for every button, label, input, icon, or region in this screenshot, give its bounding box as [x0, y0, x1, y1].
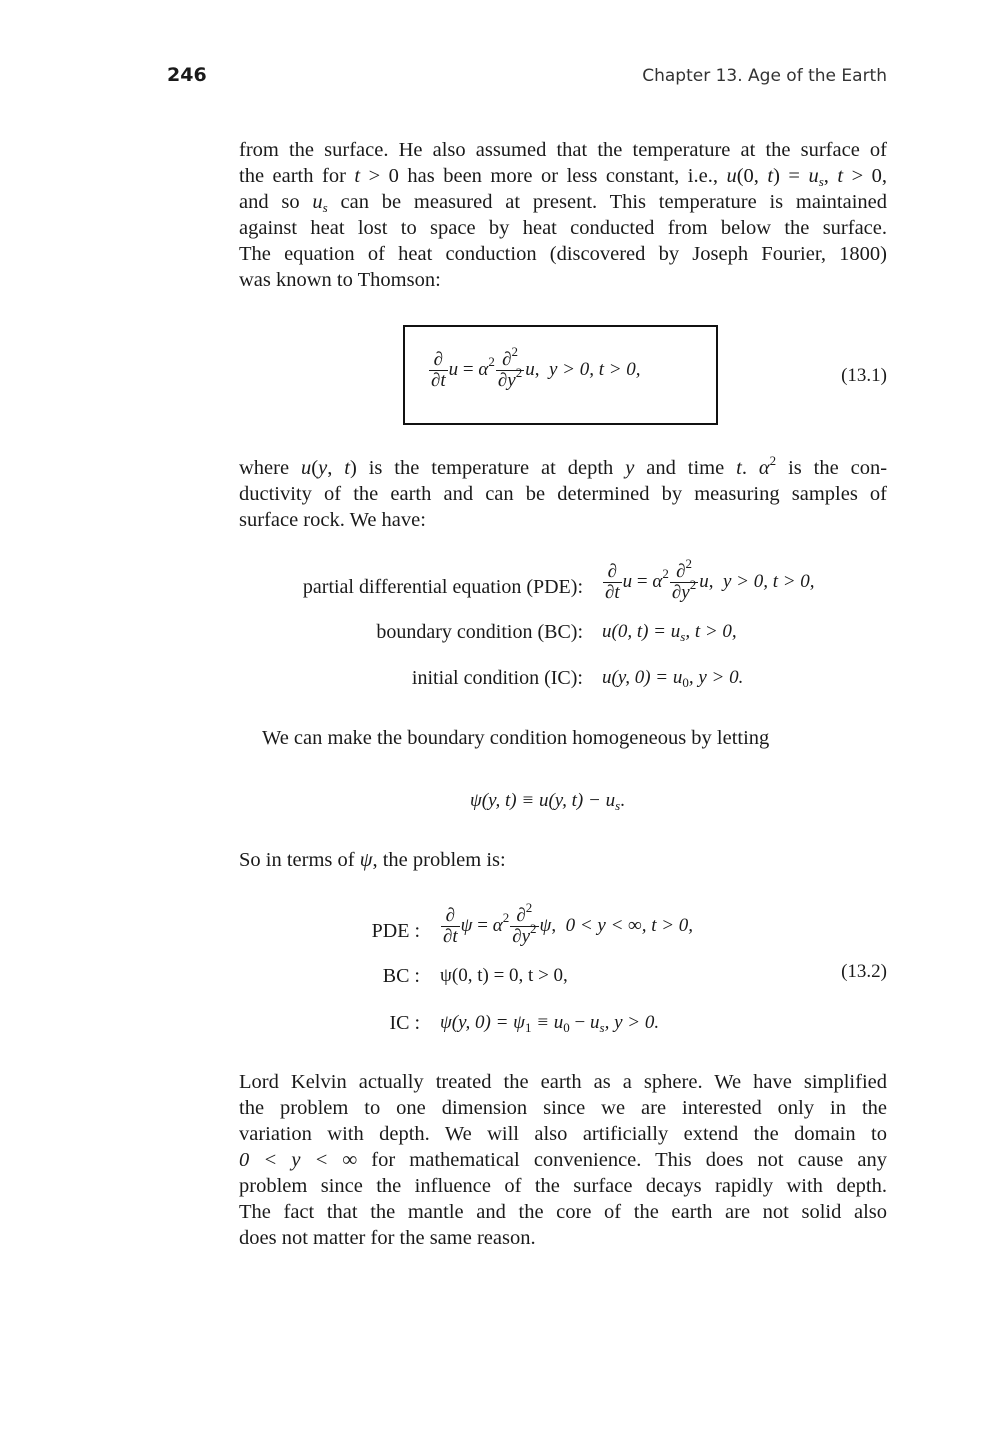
ic-equation: u(y, $0) = u_0$, y > 0. — [602, 667, 744, 690]
text-line: We can make the boundary condition homogeneous by letting — [262, 727, 770, 749]
bc-label: boundary condition (BC): — [376, 621, 583, 643]
text-line: and so $u_s$ can be measured at present. This temperature is maintained — [239, 191, 888, 215]
paragraph-in-terms — [239, 847, 887, 873]
pde-equation: $\frac{\partial}{\partial t}$ $u = \alpha^2$ $\frac{\partial^2}{\partial y^2}$ u, y > 0, t > 0, — [605, 556, 815, 603]
bc-label-2: BC : — [382, 965, 420, 987]
pde-label-2: PDE : — [371, 920, 420, 942]
paragraph-kelvin — [239, 1069, 887, 1251]
heat-equation: $\frac{\partial}{\partial t}$ $u = \alpha^2$ $\frac{\partial^2}{\partial y^2}$ u, y > 0, t > 0, — [431, 344, 641, 391]
text-line: does not matter for the same reason. — [239, 1227, 536, 1249]
equation-number-2: (13.2) — [841, 961, 887, 982]
text-line: the problem to one dimension since we are interested only in the — [239, 1097, 887, 1119]
pde-equation-2: $\frac{\partial}{\partial t}$ $\psi = \alpha^2$ $\frac{\partial^2}{\partial y^2}$ ψ, 0 < y < ∞, t > 0, — [443, 900, 694, 947]
text-line: Lord Kelvin actually treated the earth as a sphere. We have simplified — [239, 1071, 887, 1093]
text-line: from the surface. He also assumed that the temperature at the surface of — [239, 139, 887, 161]
text-line: variation with depth. We will also artificially extend the domain to — [239, 1123, 887, 1145]
bc-equation: u(0, $t) = u_s$, t > 0, — [602, 621, 737, 644]
partial-yy-fraction: $\frac{\partial^2}{\partial y^2}$ — [497, 344, 523, 391]
text-line: against heat lost to space by heat conducted from below the surface. — [239, 217, 887, 239]
text-line: was known to Thomson: — [239, 269, 441, 291]
text-line: 0 < y < ∞ for mathematical convenience. This does not cause any — [239, 1149, 887, 1171]
ic-label: initial condition (IC): — [411, 667, 583, 689]
partial-t-fraction: $\frac{\partial}{\partial t}$ — [431, 349, 446, 391]
page-number: 246 — [167, 64, 207, 86]
text-line: where u(y, t) is the temperature at depth y and time t. $\alpha^2$ is the con- — [239, 453, 888, 479]
psi-definition: ψ(y, t) ≡ u(y, $t) - u_s$. — [470, 790, 625, 813]
text-line: surface rock. We have: — [239, 509, 426, 531]
ic-equation-2: ψ(y, $0) = \psi_1 \equiv u_0 - u_s$, y > 0. — [440, 1012, 660, 1035]
equation-number: (13.1) — [841, 365, 887, 386]
paragraph-homogeneous — [262, 725, 887, 751]
text-line: problem since the influence of the surface decays rapidly with depth. — [239, 1175, 887, 1197]
text-line: the earth for t > 0 has been more or less constant, i.e., u(0, $t) = u_s$, t > 0, — [239, 165, 888, 189]
paragraph-definition — [239, 455, 887, 533]
text-line: So in terms of ψ, the problem is: — [239, 849, 506, 871]
text-line: The fact that the mantle and the core of the earth are not solid also — [239, 1201, 887, 1223]
text-line: The equation of heat conduction (discovered by Joseph Fourier, 1800) — [239, 243, 887, 265]
chapter-title: Chapter 13. Age of the Earth — [642, 66, 887, 86]
ic-label-2: IC : — [389, 1012, 420, 1034]
paragraph-intro — [239, 137, 887, 293]
pde-label: partial differential equation (PDE): — [302, 576, 583, 598]
bc-equation-2: ψ(0, t) = 0, t > 0, — [440, 965, 568, 986]
text-line: ductivity of the earth and can be determined by measuring samples of — [239, 483, 887, 505]
